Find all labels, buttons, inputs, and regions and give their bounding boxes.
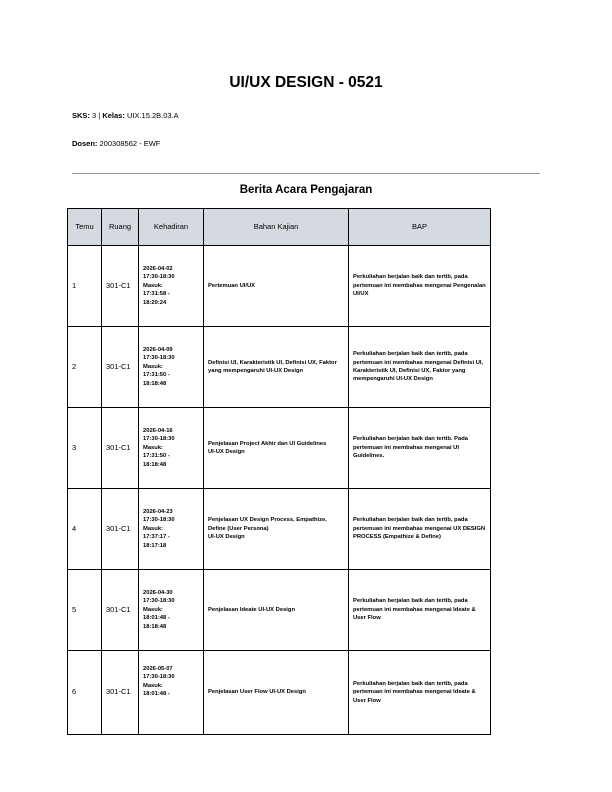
cell-ruang: 301-C1 bbox=[102, 246, 139, 327]
cell-temu: 3 bbox=[68, 408, 102, 489]
col-header-bahan-kajian: Bahan Kajian bbox=[204, 209, 349, 246]
kehadiran-line: 2026-04-30 bbox=[143, 590, 173, 597]
kehadiran-line: Masuk: bbox=[143, 282, 163, 289]
col-header-temu: Temu bbox=[68, 209, 102, 246]
kehadiran-line: 18:18:48 bbox=[143, 380, 167, 387]
meta-separator: | bbox=[98, 111, 101, 120]
dosen-label: Dosen: bbox=[72, 139, 98, 148]
cell-bahan-kajian bbox=[204, 408, 349, 489]
cell-ruang: 301-C1 bbox=[102, 408, 139, 489]
cell-temu: 4 bbox=[68, 489, 102, 570]
header-divider bbox=[72, 173, 540, 174]
kehadiran-line: Masuk: bbox=[143, 525, 163, 532]
kehadiran-line: 2026-04-16 bbox=[143, 428, 173, 435]
bap-line: Perkuliahan berjalan baik dan tertib, pada pertemuan ini membahas mengenai Ideate & User Flow bbox=[353, 680, 476, 704]
bahan-line: UI-UX Design bbox=[208, 534, 245, 541]
kehadiran-line: 17:31:50 - bbox=[143, 453, 170, 460]
section-title: Berita Acara Pengajaran bbox=[239, 184, 373, 196]
cell-bahan-kajian bbox=[204, 651, 349, 735]
kehadiran-line: 17:30-18:30 bbox=[143, 598, 175, 605]
course-meta-line bbox=[72, 111, 179, 120]
kehadiran-line: 17:30-18:30 bbox=[143, 517, 175, 524]
sks-label: SKS: bbox=[72, 111, 90, 120]
kehadiran-line: 17:37:17 - bbox=[143, 534, 170, 541]
bap-line: Perkuliahan berjalan baik dan tertib, pada pertemuan ini membahas mengenai Ideate & User Flow bbox=[353, 598, 476, 622]
bap-line: Perkuliahan berjalan baik dan tertib, pada pertemuan ini membahas mengenai Definisi UI, Karakteristik UI, Definisi UX, Faktor yang mempengaruhi UI-UX Design bbox=[353, 351, 484, 383]
bahan-line: Penjelasan Project Akhir dan UI Guidelines bbox=[208, 440, 327, 447]
kehadiran-line: 17:30-18:30 bbox=[143, 274, 175, 281]
cell-bap bbox=[349, 489, 491, 570]
kehadiran-line: 18:01:48 - bbox=[143, 691, 170, 698]
kehadiran-line: Masuk: bbox=[143, 444, 163, 451]
kehadiran-line: 2026-04-23 bbox=[143, 509, 173, 516]
kehadiran-line: 2026-04-02 bbox=[143, 266, 173, 273]
bahan-line: Pertemuan UI/UX bbox=[208, 282, 256, 289]
kehadiran-line: 2026-05-07 bbox=[143, 666, 173, 672]
cell-temu: 2 bbox=[68, 327, 102, 408]
kelas-value: UIX.15.2B.03.A bbox=[126, 111, 179, 120]
cell-bahan-kajian bbox=[204, 570, 349, 651]
table-row bbox=[68, 570, 491, 651]
cell-kehadiran bbox=[139, 327, 204, 408]
table-row bbox=[68, 489, 491, 570]
cell-bap bbox=[349, 651, 491, 735]
cell-kehadiran bbox=[139, 651, 204, 735]
dosen-value: 200308562 - EWF bbox=[99, 139, 161, 148]
page-title: UI/UX DESIGN - 0521 bbox=[229, 74, 383, 91]
kehadiran-line: 18:20:24 bbox=[143, 299, 167, 306]
kehadiran-line: 18:18:48 bbox=[143, 623, 167, 630]
bahan-line: Penjelasan Ideate UI-UX Design bbox=[208, 606, 295, 613]
cell-temu: 5 bbox=[68, 570, 102, 651]
bahan-line: Definisi UI, Karakteristik UI, Definisi UX, Faktor yang mempengaruhi UI-UX Design bbox=[208, 359, 337, 374]
cell-bahan-kajian bbox=[204, 246, 349, 327]
col-header-ruang: Ruang bbox=[102, 209, 139, 246]
cell-bap bbox=[349, 570, 491, 651]
kehadiran-line: 18:17:18 bbox=[143, 542, 167, 549]
cell-bap bbox=[349, 246, 491, 327]
kehadiran-line: Masuk: bbox=[143, 363, 163, 370]
kehadiran-line: 18:01:48 - bbox=[143, 615, 170, 622]
kehadiran-line: 18:18:48 bbox=[143, 461, 167, 468]
cell-temu: 1 bbox=[68, 246, 102, 327]
kehadiran-line: Masuk: bbox=[143, 682, 163, 689]
table-row bbox=[68, 327, 491, 408]
table-header-row bbox=[68, 209, 491, 246]
col-header-kehadiran: Kehadiran bbox=[139, 209, 204, 246]
table-row bbox=[68, 246, 491, 327]
kehadiran-line: 17:30-18:30 bbox=[143, 436, 175, 443]
cell-ruang: 301-C1 bbox=[102, 651, 139, 735]
cell-kehadiran bbox=[139, 570, 204, 651]
bap-line: Perkuliahan berjalan baik dan tertib. Pada pertemuan ini membahas mengenai UI Guidelines. bbox=[353, 436, 469, 460]
table-row bbox=[68, 651, 491, 735]
sks-value: 3 bbox=[92, 111, 97, 120]
cell-kehadiran bbox=[139, 489, 204, 570]
kehadiran-line: 17:30-18:30 bbox=[143, 674, 175, 681]
lecturer-line bbox=[72, 139, 160, 148]
kehadiran-line: 17:30-18:30 bbox=[143, 355, 175, 362]
kehadiran-line: Masuk: bbox=[143, 606, 163, 613]
kehadiran-line: 17:31:58 - bbox=[143, 291, 170, 298]
cell-bap bbox=[349, 327, 491, 408]
cell-bahan-kajian bbox=[204, 489, 349, 570]
bahan-line: Penjelasan User Flow UI-UX Design bbox=[208, 689, 306, 696]
kehadiran-line: 17:31:50 - bbox=[143, 372, 170, 379]
bahan-line: UI-UX Design bbox=[208, 449, 245, 455]
table-body bbox=[68, 246, 491, 735]
cell-kehadiran bbox=[139, 408, 204, 489]
col-header-bap: BAP bbox=[349, 209, 491, 246]
cell-ruang: 301-C1 bbox=[102, 327, 139, 408]
cell-bap bbox=[349, 408, 491, 489]
cell-bahan-kajian bbox=[204, 327, 349, 408]
kehadiran-line: 2026-04-09 bbox=[143, 347, 173, 354]
cell-kehadiran bbox=[139, 246, 204, 327]
bap-line: Perkuliahan berjalan baik dan tertib, pada pertemuan ini membahas mengenai Pengenalan UI/UX bbox=[353, 274, 486, 298]
cell-ruang: 301-C1 bbox=[102, 489, 139, 570]
bap-line: Perkuliahan berjalan baik dan tertib, pada pertemuan ini membahas mengenai UX DESIGN PROCESS (Empathize & Define) bbox=[353, 517, 486, 541]
bap-table bbox=[67, 208, 491, 735]
cell-temu: 6 bbox=[68, 651, 102, 735]
cell-ruang: 301-C1 bbox=[102, 570, 139, 651]
table-row bbox=[68, 408, 491, 489]
kelas-label: Kelas: bbox=[102, 111, 125, 120]
bahan-line: Penjelasan UX Design Process, Empathize, Define (User Persona) bbox=[208, 517, 327, 532]
